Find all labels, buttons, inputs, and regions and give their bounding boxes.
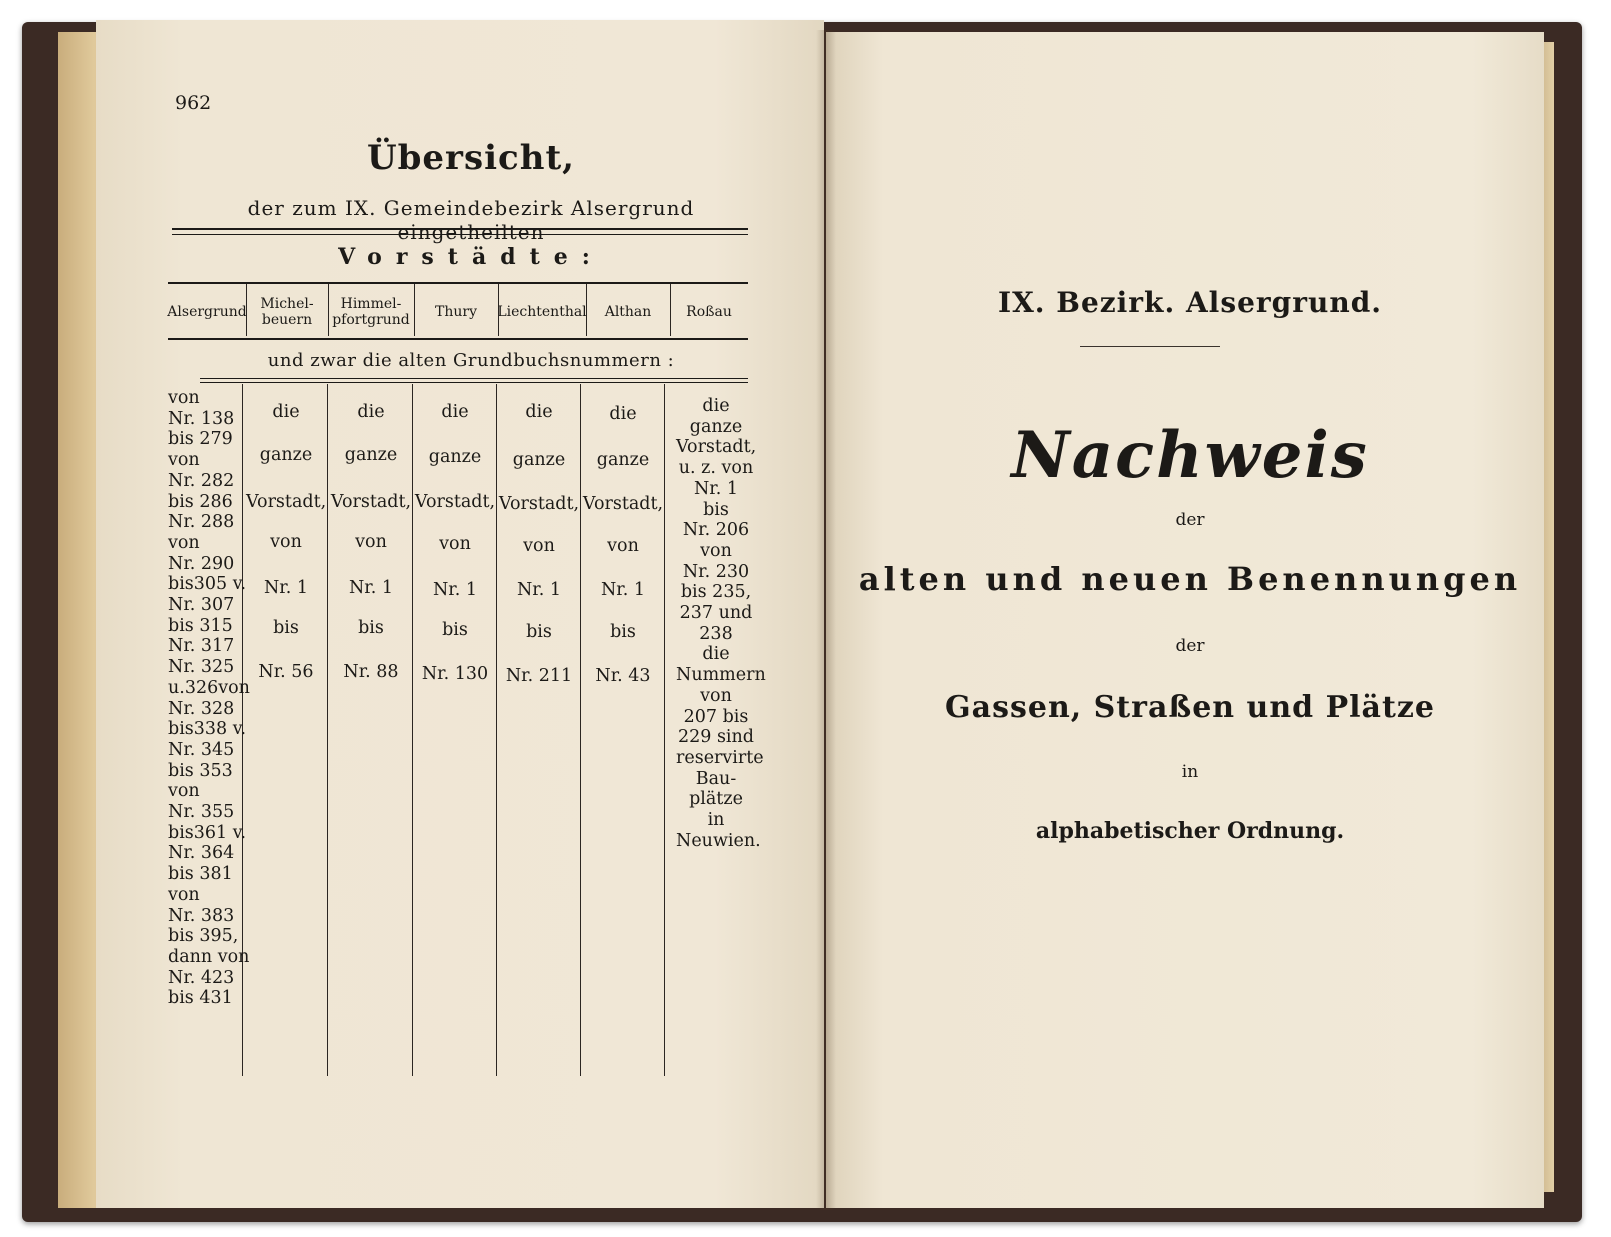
- column-separator: [664, 384, 665, 1076]
- cell-text: die: [609, 404, 637, 424]
- cell-text: von: [270, 532, 302, 552]
- cell-text: Vorstadt,: [414, 492, 496, 512]
- column-separator: [414, 284, 415, 336]
- book-gutter: [816, 30, 836, 1210]
- header-bottom-rule: [168, 338, 748, 340]
- divider: [172, 234, 748, 235]
- divider: [1080, 346, 1220, 347]
- column-separator: [496, 384, 497, 1076]
- page-number: 962: [175, 92, 212, 114]
- cell-text: Nr. 211: [505, 666, 573, 686]
- divider: [200, 378, 748, 379]
- divider: [172, 228, 748, 230]
- district-heading: IX. Bezirk. Alsergrund.: [997, 286, 1383, 319]
- column-header-michelbeuern: Michel- beuern: [260, 296, 314, 328]
- cell-text: die: [441, 402, 469, 422]
- divider: [200, 382, 748, 383]
- table-top-rule: [168, 282, 748, 284]
- word-der: der: [1175, 636, 1205, 656]
- rossau-column: die ganze Vorstadt, u. z. von Nr. 1 bis Nr. 206 von Nr. 230 bis 235, 237 und 238 die Nummern von 207 bis 229 sind reservirte Bau- plätze in Neuwien.: [676, 396, 766, 851]
- cell-text: von: [607, 536, 639, 556]
- cell-text: Vorstadt,: [330, 492, 412, 512]
- cell-text: Nr. 88: [343, 662, 399, 682]
- cell-text: ganze: [428, 447, 482, 467]
- column-header-althan: Althan: [604, 304, 652, 320]
- cell-text: Nr. 1: [348, 578, 393, 598]
- cell-text: bis: [442, 620, 468, 640]
- title-line-gassen: Gassen, Straßen und Plätze: [945, 690, 1435, 725]
- page-title: Übersicht,: [367, 138, 575, 178]
- title-line-benennungen: alten und neuen Benennungen: [858, 560, 1522, 598]
- page-subtitle: der zum IX. Gemeindebezirk Alsergrund eingetheilten: [247, 196, 695, 244]
- table-note: und zwar die alten Grundbuchsnummern :: [267, 350, 675, 371]
- section-heading: Vorstädte:: [338, 244, 604, 270]
- column-separator: [498, 284, 499, 336]
- cell-text: Nr. 1: [600, 580, 645, 600]
- cell-text: Nr. 56: [258, 662, 314, 682]
- cell-text: ganze: [344, 445, 398, 465]
- cell-text: Nr. 1: [432, 580, 477, 600]
- column-header-thury: Thury: [435, 304, 477, 320]
- title-line-ordnung: alphabetischer Ordnung.: [1035, 818, 1345, 844]
- column-separator: [670, 284, 671, 336]
- column-header-rossau: Roßau: [686, 304, 732, 320]
- cell-text: Nr. 1: [263, 578, 308, 598]
- column-separator: [586, 284, 587, 336]
- cell-text: Nr. 1: [516, 580, 561, 600]
- column-separator: [246, 284, 247, 336]
- cell-text: die: [525, 402, 553, 422]
- cell-text: Nr. 43: [595, 666, 651, 686]
- cell-text: bis: [358, 618, 384, 638]
- cell-text: bis: [610, 622, 636, 642]
- right-page: [826, 32, 1544, 1208]
- cell-text: von: [523, 536, 555, 556]
- column-separator: [328, 284, 329, 336]
- title-nachweis: Nachweis: [1011, 418, 1369, 493]
- cell-text: Vorstadt,: [582, 494, 664, 514]
- alsergrund-column: von Nr. 138 bis 279 von Nr. 282 bis 286 Nr. 288 von Nr. 290 bis305 v. Nr. 307 bis 315 Nr. 317 Nr. 325 u.326von Nr. 328 bis338 v. Nr. 345 bis 353 von Nr. 355 bis361 v. Nr. 364 bis 381 von Nr. 383 bis 395, dann von Nr. 423 bis 431: [168, 388, 250, 1009]
- cell-text: Vorstadt,: [498, 494, 580, 514]
- cell-text: bis: [526, 622, 552, 642]
- cell-text: von: [355, 532, 387, 552]
- cell-text: ganze: [512, 450, 566, 470]
- column-header-alsergrund: Alsergrund: [167, 304, 247, 320]
- cell-text: ganze: [259, 445, 313, 465]
- cell-text: Vorstadt,: [246, 492, 327, 512]
- column-separator: [327, 384, 328, 1076]
- cell-text: Nr. 130: [421, 664, 489, 684]
- column-separator: [412, 384, 413, 1076]
- word-in: in: [1181, 762, 1199, 782]
- column-header-liechtenthal: Liechtenthal: [497, 304, 587, 320]
- cell-text: ganze: [596, 450, 650, 470]
- column-header-himmelpfortgrund: Himmel- pfortgrund: [332, 296, 410, 328]
- cell-text: die: [272, 402, 300, 422]
- cell-text: von: [439, 534, 471, 554]
- word-der: der: [1175, 510, 1205, 530]
- column-separator: [580, 384, 581, 1076]
- cell-text: die: [357, 402, 385, 422]
- cell-text: bis: [273, 618, 299, 638]
